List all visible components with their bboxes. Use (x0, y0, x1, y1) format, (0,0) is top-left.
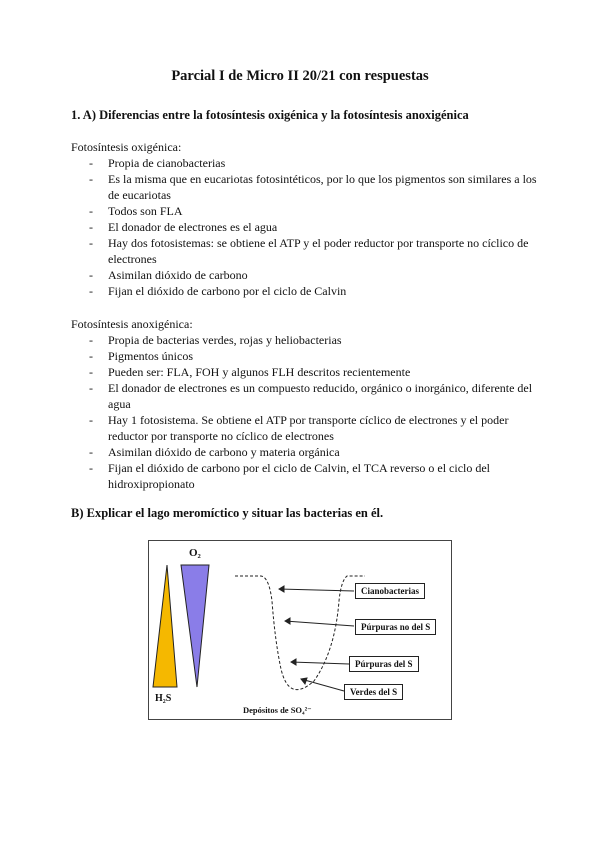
label-purpuras-no-s: Púrpuras no del S (355, 619, 436, 635)
question-1b-heading: B) Explicar el lago meromíctico y situar las bacterias en él. (71, 506, 384, 520)
arrow-purpuras-no-s (285, 621, 354, 626)
arrow-cianobacterias (279, 589, 354, 591)
list-item: - Asimilan dióxido de carbono y materia orgánica (71, 444, 548, 460)
list-item: - Fijan el dióxido de carbono por el ciclo de Calvin (71, 283, 548, 299)
list-item: - Hay 1 fotosistema. Se obtiene el ATP por transporte cíclico de electrones y el poder reductor por transporte no cíclico de electrones (71, 412, 548, 444)
list-item: - Propia de cianobacterias (71, 155, 548, 171)
anoxigenica-list (71, 332, 548, 492)
list-item: - Pigmentos únicos (71, 348, 548, 364)
o2-gradient-wedge (181, 565, 209, 687)
list-item: - El donador de electrones es un compuesto reducido, orgánico o inorgánico, diferente del agua (71, 380, 548, 412)
label-verdes-s: Verdes del S (344, 684, 403, 700)
h2s-label: H₂S (155, 693, 172, 704)
list-item: - Fijan el dióxido de carbono por el ciclo de Calvin, el TCA reverso o el ciclo del hidroxipropionato (71, 460, 548, 492)
list-item: - Pueden ser: FLA, FOH y algunos FLH descritos recientemente (71, 364, 548, 380)
o2-label: O₂ (189, 547, 201, 559)
list-item: - Hay dos fotosistemas: se obtiene el ATP y el poder reductor por transporte no cíclico de electrones (71, 235, 548, 267)
list-item: - Propia de bacterias verdes, rojas y heliobacterias (71, 332, 548, 348)
list-item: - Asimilan dióxido de carbono (71, 267, 548, 283)
deposits-label: Depósitos de SO₄²⁻ (243, 705, 312, 715)
label-purpuras-s: Púrpuras del S (349, 656, 419, 672)
label-cianobacterias: Cianobacterias (355, 583, 425, 599)
meromictic-lake-diagram (148, 540, 452, 720)
oxigenica-lead: Fotosíntesis oxigénica: (71, 140, 182, 154)
list-item: - El donador de electrones es el agua (71, 219, 548, 235)
list-item: - Es la misma que en eucariotas fotosintéticos, por lo que los pigmentos son similares a los de eucariotas (71, 171, 548, 203)
arrow-verdes-s (301, 679, 344, 691)
lake-basin (235, 576, 365, 690)
oxigenica-list (71, 155, 548, 299)
anoxigenica-section (71, 316, 548, 492)
anoxigenica-lead: Fotosíntesis anoxigénica: (71, 317, 193, 331)
oxigenica-section (71, 139, 548, 299)
list-item: - Todos son FLA (71, 203, 548, 219)
arrow-purpuras-s (291, 662, 349, 664)
h2s-gradient-wedge (153, 565, 177, 687)
question-1a-heading: 1. A) Diferencias entre la fotosíntesis oxigénica y la fotosíntesis anoxigénica (71, 108, 469, 122)
page-title: Parcial I de Micro II 20/21 con respuestas (171, 68, 429, 84)
